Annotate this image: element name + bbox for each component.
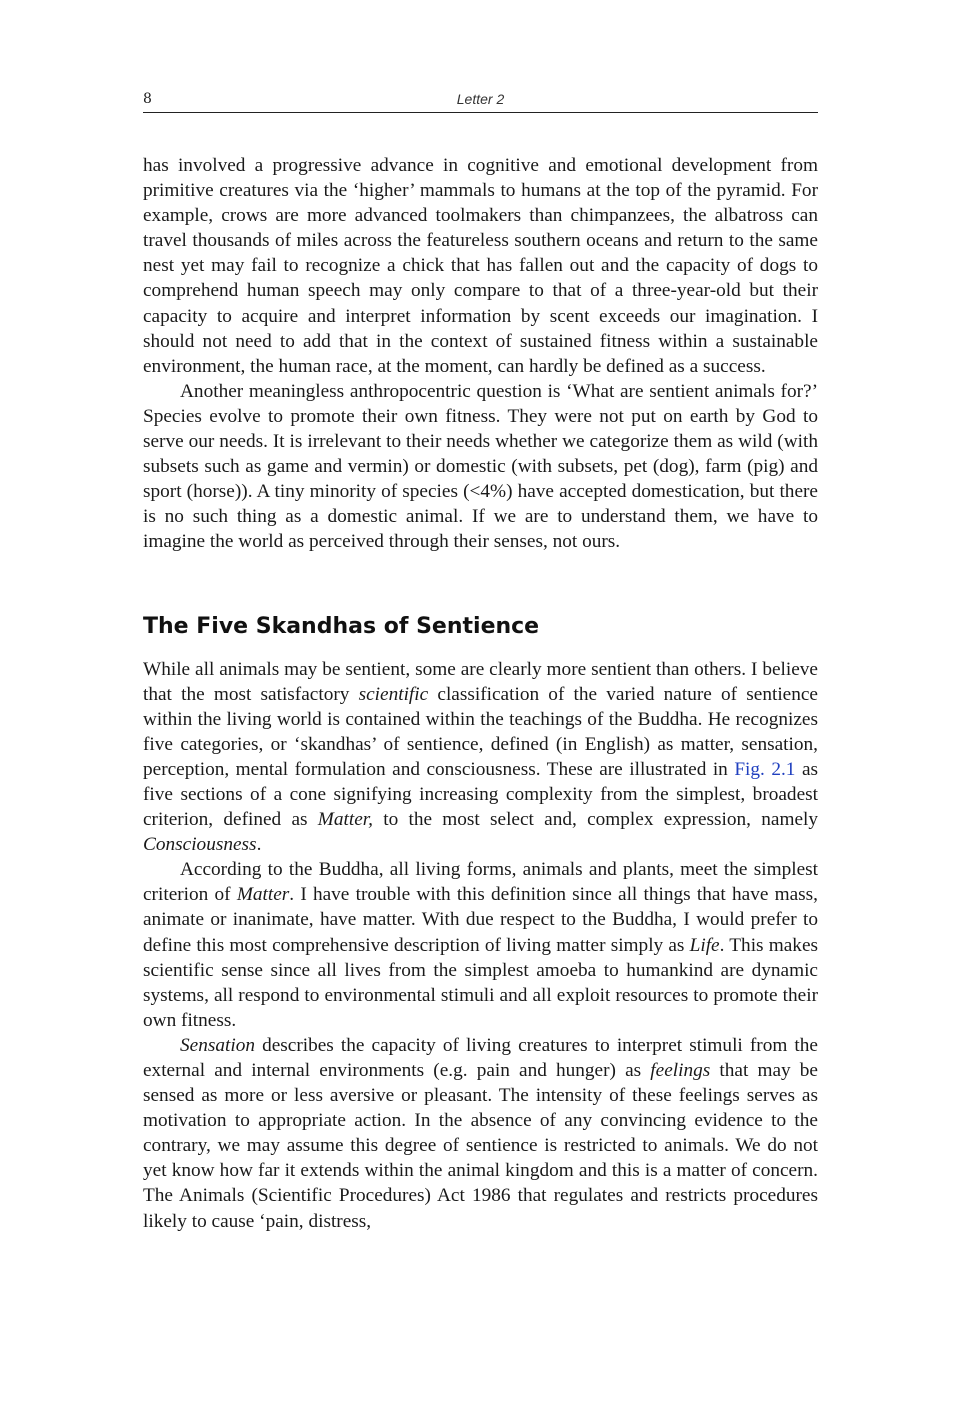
text-run: to the most select and, complex expression, namely (372, 809, 819, 831)
emphasis-sensation: Sensation (180, 1034, 255, 1056)
text-run: According to the Buddha, all living forms, animals and plants, meet the simplest criterion of (143, 859, 818, 906)
text-run: describes the capacity of living creatures to interpret stimuli from the external and internal environments (e.g. pain and hunger) as (143, 1034, 818, 1081)
text-run: classification of the varied nature of sentience within the living world is contained within the teachings of the Buddha. He recognizes five categories, or ‘skandhas’ of sentience, defined (in English) as matter, sensation, perception, mental formulation and consciousness. These are illustrated in (143, 683, 818, 780)
emphasis-matter: Matter (236, 884, 290, 906)
emphasis-matter: Matter, (317, 809, 373, 831)
body-text (143, 153, 818, 1234)
section-heading: The Five Skandhas of Sentience (143, 613, 540, 639)
text-run: . I have trouble with this definition since all things that have mass, animate or inanimate, have matter. With due respect to the Buddha, I would prefer to define this most comprehensive description of living matter simply as (143, 884, 818, 956)
paragraph-2: Another meaningless anthropocentric question is ‘What are sentient animals for?’ Species evolve to promote their own fitness. They were not put on earth by God to serve our needs. It is irrelevant to their needs whether we categorize them as wild (with subsets such as game and vermin) or domestic (with subsets, pet (dog), farm (pig) and sport (horse)). A tiny minority of species (<4%) have accepted domestication, but there is no such thing as a domestic animal. If we are to understand them, we have to imagine the world as perceived through their senses, not ours. (143, 380, 818, 553)
emphasis-feelings: feelings (650, 1060, 711, 1081)
running-title: Letter 2 (456, 91, 505, 107)
text-run: While all animals may be sentient, some are clearly more sentient than others. I believe that the most satisfactory (143, 658, 818, 705)
figure-link[interactable]: Fig. 2.1 (734, 758, 796, 780)
paragraph-4 (143, 857, 818, 1033)
text-run: . (256, 834, 262, 856)
text-run: . This makes scientific sense since all lives from the simplest amoeba to humankind are dynamic systems, all respond to environmental stimuli and all exploit resources to promote their own fitness. (143, 934, 819, 1031)
emphasis-consciousness: Consciousness (143, 834, 257, 856)
paragraph-5 (143, 1033, 818, 1234)
text-run: as five sections of a cone signifying increasing complexity from the simplest, broadest criterion, defined as (143, 758, 819, 831)
page (143, 86, 818, 1234)
emphasis-life: Life (689, 934, 720, 956)
paragraph-3 (143, 657, 818, 858)
text-run: that may be sensed as more or less aversive or pleasant. The intensity of these feelings serves as motivation to appropriate action. In the absence of any convincing evidence to the contrary, we may assume this degree of sentience is restricted to animals. We do not yet know how far it extends within the animal kingdom and this is a matter of concern. The Animals (Scientific Procedures) Act 1986 that regulates and restricts procedures likely to cause ‘pain, distress, (143, 1060, 818, 1232)
paragraph-1: has involved a progressive advance in cognitive and emotional development from primitive creatures via the ‘higher’ mammals to humans at the top of the pyramid. For example, crows are more advanced toolmakers than chimpanzees, the albatross can travel thousands of miles across the featureless southern oceans and return to the same nest yet may fail to recognize a chick that has fallen out and the capacity of dogs to comprehend human speech may only compare to that of a three-year-old but their capacity to acquire and interpret information by scent exceeds our imagination. I should not need to add that in the context of sustained fitness within a sustainable environment, the human race, at the moment, can hardly be defined as a success. (143, 155, 818, 377)
running-header (143, 86, 818, 113)
emphasis-scientific: scientific (358, 683, 429, 705)
page-number: 8 (143, 91, 152, 107)
